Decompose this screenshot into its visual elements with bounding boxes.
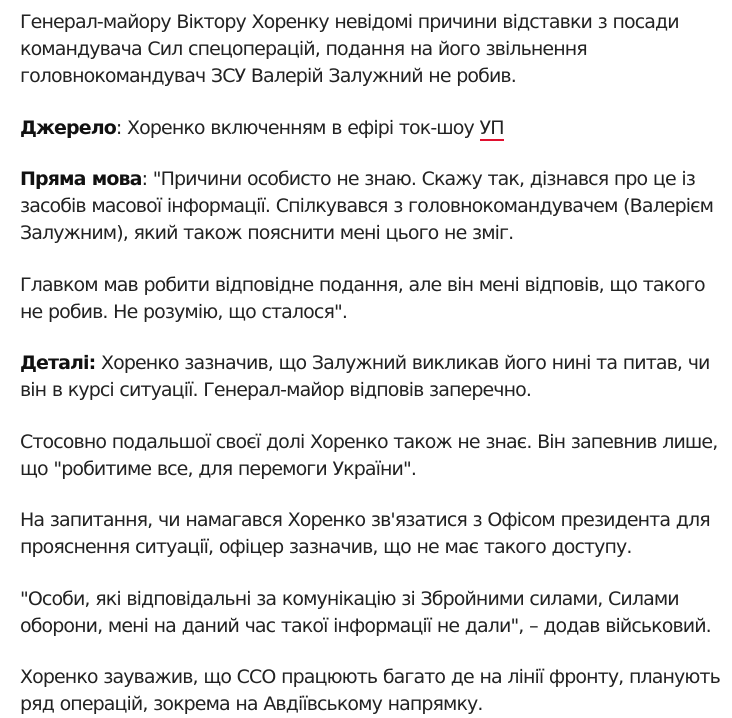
direct-speech-label: Пряма мова	[20, 168, 142, 190]
paragraph-quote-continued: Главком мав робити відповідне подання, але він мені відповів, що такого не робив. Не розумію, що сталося".	[20, 273, 705, 323]
details-text: Хоренко зазначив, що Залужний викликав його нині та питав, чи він в курсі ситуації. Генерал-майор відповів заперечно.	[20, 352, 710, 401]
source-link[interactable]: УП	[479, 116, 504, 139]
direct-speech-separator: :	[141, 168, 148, 190]
paragraph-source	[20, 115, 720, 142]
paragraph-intro: Генерал-майору Віктору Хоренку невідомі причини відставки з посади командувача Сил спецоперацій, подання на його звільнення головнокомандувач ЗСУ Валерій Залужний не робив.	[20, 11, 679, 87]
source-text: Хоренко включенням в ефірі ток-шоу	[121, 116, 480, 139]
article-body	[20, 9, 720, 718]
paragraph-direct-speech	[20, 166, 720, 247]
direct-speech-text: "Причини особисто не знаю. Скажу так, дізнався про це із засобів масової інформації. Спілкувався з головнокомандувачем (Валерієм Залужним), який також пояснити мені цього не зміг.	[20, 168, 714, 244]
paragraph-sso: Хоренко зауважив, що ССО працюють багато де на лінії фронту, планують ряд операцій, зокрема на Авдіївському напрямку.	[20, 666, 720, 715]
paragraph-details	[20, 350, 720, 404]
paragraph-fate: Стосовно подальшої своєї долі Хоренко також не знає. Він запевнив лише, що "робитиме все, для перемоги України".	[20, 430, 718, 480]
source-label: Джерело	[20, 116, 116, 139]
source-separator: :	[115, 116, 122, 139]
paragraph-office: На запитання, чи намагався Хоренко зв'язатися з Офісом президента для прояснення ситуації, офіцер зазначив, що не має такого доступу.	[20, 509, 710, 558]
paragraph-persons-quote: "Особи, які відповідальні за комунікацію зі Збройними силами, Силами оборони, мені на даний час такої інформації не дали", – додав військовий.	[20, 587, 711, 637]
details-label: Деталі:	[20, 352, 96, 374]
